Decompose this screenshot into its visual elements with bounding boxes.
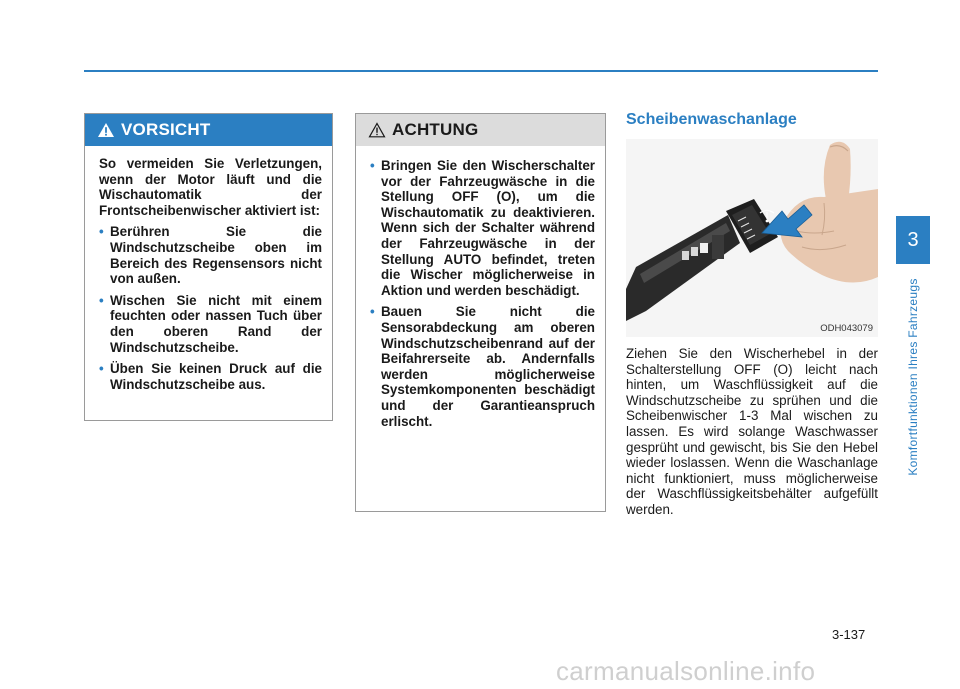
page-number: 3-137 [832,627,866,642]
achtung-box [355,113,606,512]
vorsicht-header [85,114,332,146]
achtung-list [370,158,595,429]
achtung-title: ACHTUNG [392,120,479,139]
list-item: • Wischen Sie nicht mit einem feuchten oder nassen Tuch über den oberen Rand der Windschutzscheibe. [99,293,322,355]
list-item: • Bauen Sie nicht die Sensorabdeckung am oberen Windschutzscheibenrand auf der Beifahrerseite ab. Andernfalls werden möglicherweise Systemkomponenten beschädigt und der Garantieanspruch erlischt. [370,304,595,429]
vorsicht-box [84,113,333,421]
wiper-lever-figure [626,139,878,337]
list-item: • Bringen Sie den Wischerschalter vor der Fahrzeugwäsche in die Stellung OFF (O), um die Wischautomatik zu deaktivieren. Wenn sich der Schalter während der Fahrzeugwäsche in der Stellung AUTO befindet, treten die Wischer möglicherweise in Aktion und werden beschädigt. [370,158,595,298]
vorsicht-body [85,146,332,392]
warning-triangle-icon [368,122,386,138]
achtung-header [356,114,605,146]
wiper-lever-illustration [626,139,878,337]
top-rule [84,70,878,72]
watermark: carmanualsonline.info [556,656,816,686]
section-title: Scheibenwaschanlage [626,111,797,128]
chapter-name: Komfortfunktionen Ihres Fahrzeugs [906,278,920,476]
vorsicht-list [99,224,322,392]
achtung-body [356,146,605,429]
section-body: Ziehen Sie den Wischerhebel in der Schalterstellung OFF (O) leicht nach hinten, um Waschflüssigkeit auf die Windschutzscheibe zu sprühen und die Scheibenwischer 1-3 Mal wischen zu lassen. Es wird solange Waschwasser gesprüht und gewischt, bis Sie den Hebel wieder loslassen. Wenn die Waschanlage nicht funktioniert, muss möglicherweise der Waschflüssigkeitsbehälter aufgefüllt werden. [626,346,878,517]
vorsicht-intro: So vermeiden Sie Verletzungen, wenn der Motor läuft und die Wischautomatik der Frontscheibenwischer aktiviert ist: [99,156,322,218]
list-item: • Berühren Sie die Windschutzscheibe oben im Bereich des Regensensors nicht von außen. [99,224,322,286]
figure-code: ODH043079 [820,323,873,334]
warning-triangle-icon [97,122,115,138]
vorsicht-title: VORSICHT [121,120,211,139]
chapter-tab: 3 [896,216,930,264]
list-item: • Üben Sie keinen Druck auf die Windschutzscheibe aus. [99,361,322,392]
